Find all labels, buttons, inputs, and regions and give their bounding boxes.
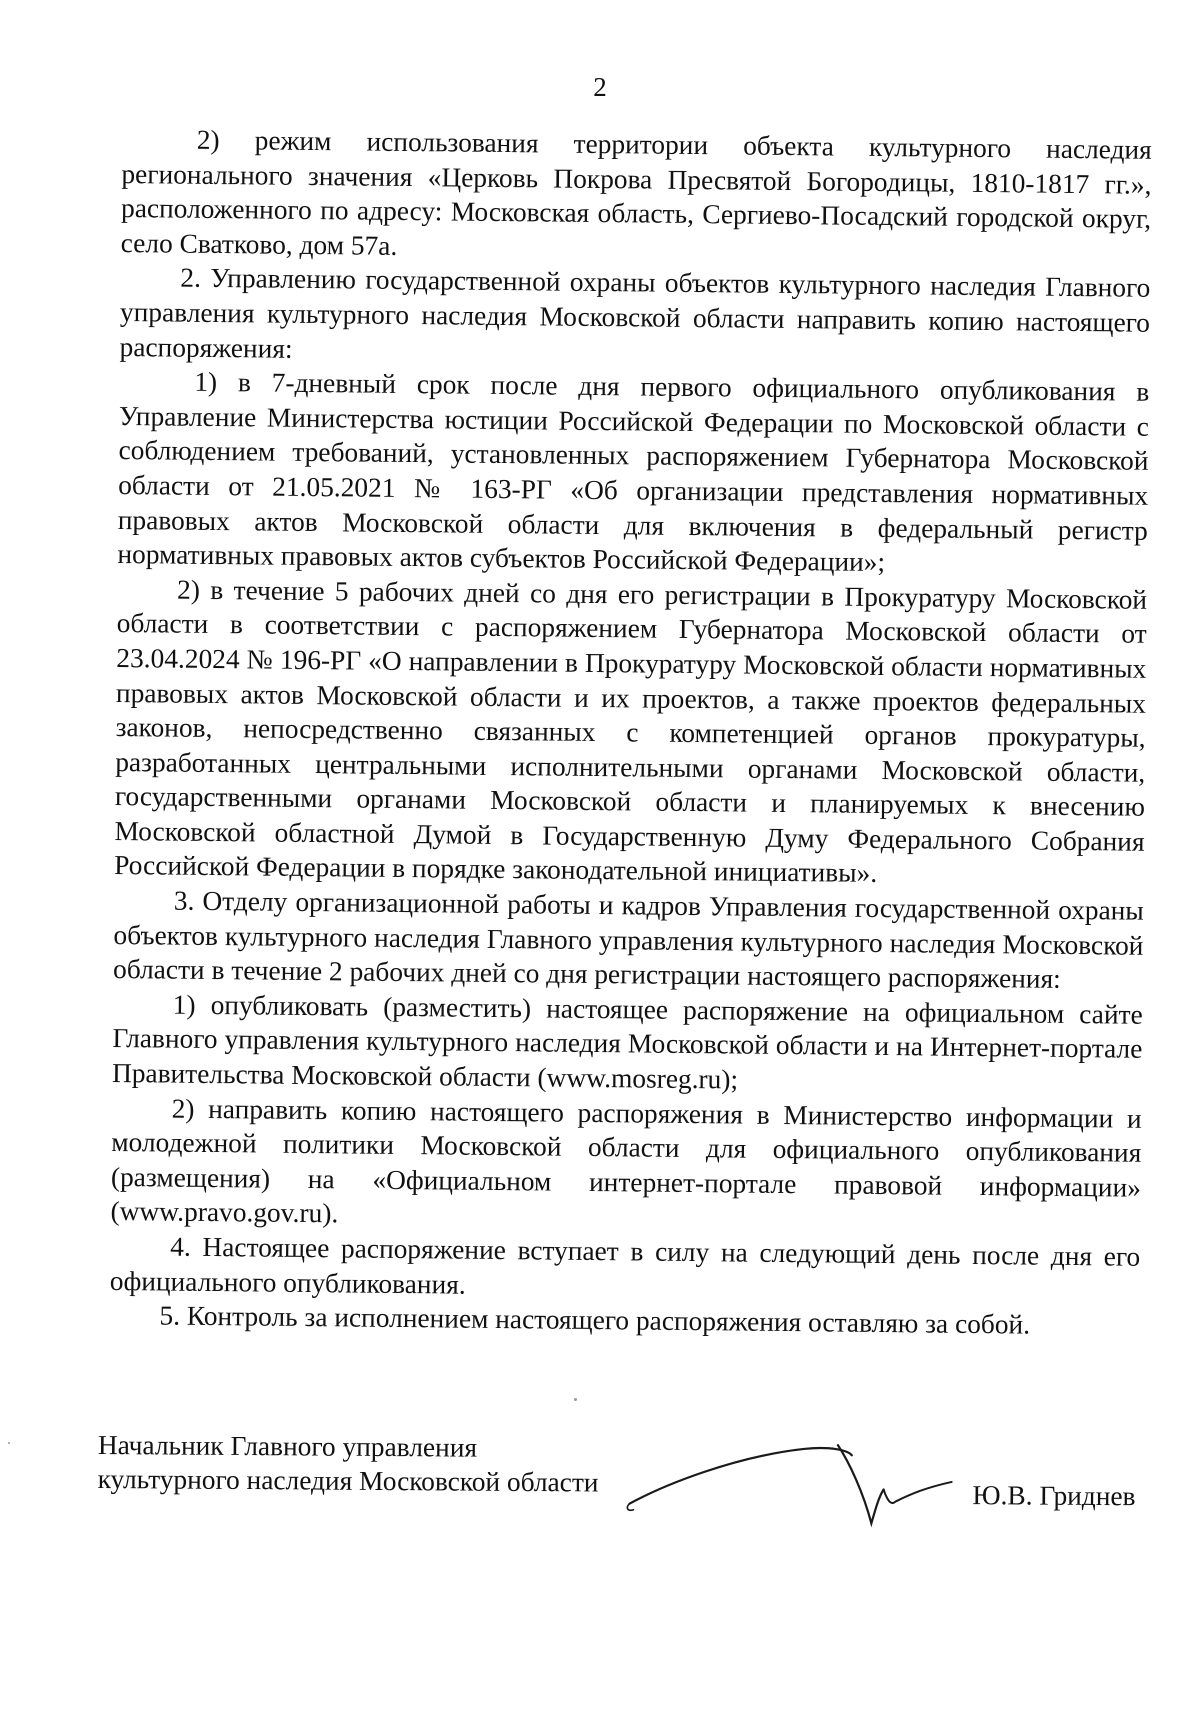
scan-speck xyxy=(574,1398,577,1401)
signatory-position xyxy=(98,1428,658,1500)
paragraph-item-3-2-copy: 2) направить копию настоящего распоряжения в Министерство информации и молодежной политики Московской области для официального опубликования (размещения) на «Официальном интернет-портале правовой информации» (www.pravo.gov.ru). xyxy=(110,1093,1142,1229)
signatory-name: Ю.В. Гриднев xyxy=(972,1480,1136,1512)
handwritten-signature xyxy=(625,1404,956,1536)
paragraph-item-2-directive: 2. Управлению государственной охраны объектов культурного наследия Главного управления культурного наследия Московской области направить копию настоящего распоряжения: xyxy=(119,262,1151,364)
signatory-position-line-2: культурного наследия Московской области xyxy=(97,1463,599,1498)
paragraph-item-5-control: 5. Контроль за исполнением настоящего распоряжения оставляю за собой. xyxy=(159,1300,1031,1340)
scan-speck xyxy=(8,1442,10,1444)
paragraph-heritage-regime: 2) режим использования территории объекта культурного наследия регионального значения «Церковь Покрова Пресвятой Богородицы, 1810-1817 гг.», расположенного по адресу: Московская область, Сергиево-Посадский городской округ, село Сватково, дом 57а. xyxy=(120,124,1152,261)
paragraph-item-2-1-justice-ministry: 1) в 7-дневный срок после дня первого официального опубликования в Управление Министерства юстиции Российской Федерации по Московской области с соблюдением требований, установленных распоряжением Губернатора Московской области от 21.05.2021 № 163-РГ «Об организации представления нормативных правовых актов Московской области для включения в федеральный регистр нормативных правовых актов субъектов Российской Федерации»; xyxy=(117,366,1150,578)
document-body xyxy=(109,122,1152,1344)
signature-block xyxy=(97,1428,1158,1555)
page-number: 2 xyxy=(593,72,607,102)
paragraph-item-2-2-prosecutor: 2) в течение 5 рабочих дней со дня его регистрации в Прокуратуру Московской области в соответствии с распоряжением Губернатора Московской области от 23.04.2024 № 196-РГ «О направлении в Прокуратуру Московской области нормативных правовых актов Московской области и их проектов, а также проектов федеральных законов, непосредственно связанных с компетенцией органов прокуратуры, разработанных центральными исполнительными органами Московской области, государственными органами Московской области и планируемых к внесению Московской областной Думой в Государственную Думу Федерального Собрания Российской Федерации в порядке законодательной инициативы». xyxy=(114,574,1148,889)
paragraph-item-4-effective-date: 4. Настоящее распоряжение вступает в силу на следующий день после дня его официального опубликования. xyxy=(109,1231,1141,1300)
signatory-position-line-1: Начальник Главного управления xyxy=(97,1430,478,1463)
paragraph-item-3-1-publish: 1) опубликовать (разместить) настоящее распоряжение на официальном сайте Главного управления культурного наследия Московской области и на Интернет-портале Правительства Московской области (www.mosreg.ru); xyxy=(111,989,1143,1095)
paragraph-item-3-directive: 3. Отделу организационной работы и кадров Управления государственной охраны объектов культурного наследия Главного управления культурного наследия Московской области в течение 2 рабочих дней со дня регистрации настоящего распоряжения: xyxy=(112,885,1144,995)
